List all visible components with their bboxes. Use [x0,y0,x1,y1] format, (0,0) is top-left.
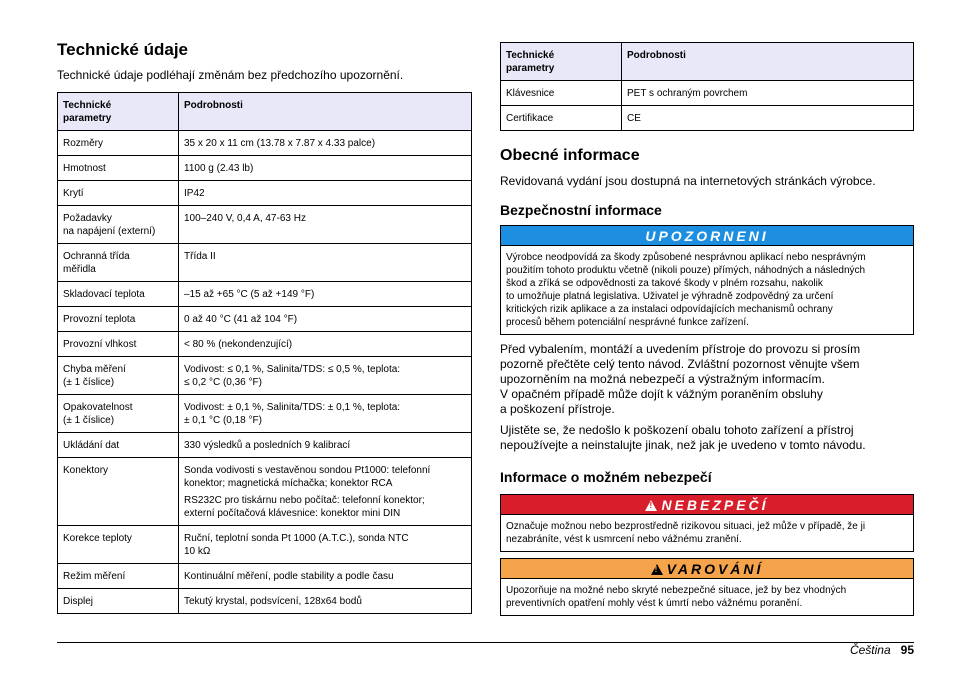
spec-header-param [501,43,622,81]
danger-text [501,515,913,551]
text-line: škod a zříká se odpovědnosti za takové škody v plném rozsahu, nakolik [506,278,823,289]
table-row [58,357,472,395]
spec-table-body [58,131,472,614]
spec-param-text: Požadavky [63,213,112,224]
spec-table-body [501,81,914,131]
text-line: preventivních opatření mohly vést k úmrtí nebo vážnému poranění. [506,598,803,609]
spec-detail-text: 330 výsledků a posledních 9 kalibrací [184,440,351,451]
table-row [58,156,472,181]
safety-paragraph-2 [500,423,914,453]
spec-detail-text: externí počítačová klávesnice: konektor mini DIN [184,508,401,519]
warning-text [501,579,913,615]
right-column [500,42,914,616]
danger-label: NEBEZPEČÍ [661,497,769,513]
spec-param-cell [58,181,179,206]
spec-param-cell [58,458,179,526]
page-footer [850,643,914,657]
spec-param-cell [58,395,179,433]
spec-param-text: Opakovatelnost [63,402,133,413]
table-row [501,106,914,131]
spec-detail-text: 1100 g (2.43 lb) [184,163,254,174]
spec-detail-text: Třída II [184,251,216,262]
spec-detail-cell [179,282,472,307]
spec-param-cell [58,307,179,332]
spec-detail-cell [179,156,472,181]
spec-param-text: Certifikace [506,113,554,124]
spec-detail-text: –15 až +65 °C (5 až +149 °F) [184,289,315,300]
spec-param-text: Provozní teplota [63,314,136,325]
spec-table-right [500,42,914,131]
table-row [58,526,472,564]
spec-detail-text: Vodivost: ≤ 0,1 %, Salinita/TDS: ≤ 0,5 %, teplota: [184,364,401,375]
spec-param-text: Chyba měření [63,364,126,375]
spec-detail-cell [179,458,472,526]
safety-paragraph-1 [500,342,914,417]
spec-detail-cell [179,564,472,589]
text-line: upozorněním na možná nebezpečí a výstražným informacím. [500,372,825,386]
spec-param-text: Skladovací teplota [63,289,145,300]
spec-detail-cell [179,131,472,156]
spec-detail-text: 0 až 40 °C (41 až 104 °F) [184,314,298,325]
spec-detail-cell [179,357,472,395]
spec-param-text: Režim měření [63,571,126,582]
spec-param-cell [58,357,179,395]
table-row [58,131,472,156]
text-line: Ujistěte se, že nedošlo k poškození obalu tohoto zařízení a přístroj [500,423,854,437]
spec-param-text: Provozní vlhkost [63,339,137,350]
spec-param-text: (± 1 číslice) [63,377,115,388]
spec-detail-text: < 80 % (nekondenzující) [184,339,293,350]
text-line: pozorně přečtěte celý tento návod. Zvláštní pozornost věnujte všem [500,357,860,371]
technical-data-intro: Technické údaje podléhají změnám bez předchozího upozornění. [57,68,404,82]
table-row [501,81,914,106]
table-row [58,395,472,433]
safety-info-title: Bezpečnostní informace [500,202,662,218]
spec-param-cell [58,131,179,156]
text-line: to umožňuje platná legislativa. Uživatel je výhradně zodpovědný za určení [506,291,834,302]
spec-param-cell [58,156,179,181]
warning-label: VAROVÁNÍ [666,561,764,577]
spec-table-header-row [58,93,472,131]
spec-param-text: měřidla [63,264,96,275]
spec-param-text: na napájení (externí) [63,226,156,237]
spec-param-text: Klávesnice [506,88,555,99]
text-line: a poškození přístroje. [500,402,615,416]
spec-detail-text: 35 x 20 x 11 cm (13.78 x 7.87 x 4.33 palce) [184,138,376,149]
warning-triangle-icon [651,564,663,575]
spec-detail-cell [179,433,472,458]
footer-language: Čeština [849,643,891,657]
text-line: Označuje možnou nebo bezprostředně rizikovou situaci, jež může v případě, že ji [506,521,866,532]
notice-header: UPOZORNENI [501,226,913,246]
technical-data-title: Technické údaje [57,40,189,59]
spec-param-cell [58,589,179,614]
spec-param-cell [58,564,179,589]
spec-param-text: (± 1 číslice) [63,415,115,426]
danger-header [501,495,913,515]
spec-param-text: Ochranná třída [63,251,130,262]
spec-detail-text: Kontinuální měření, podle stability a podle času [184,571,394,582]
spec-param-cell [58,282,179,307]
spec-param-cell [501,106,622,131]
table-row [58,433,472,458]
spec-detail-cell [179,206,472,244]
spec-detail-cell [179,395,472,433]
spec-detail-text: 100–240 V, 0,4 A, 47-63 Hz [184,213,306,224]
spec-header-detail: Podrobnosti [179,93,472,131]
table-row [58,181,472,206]
spec-param-text: Konektory [63,465,109,476]
table-row [58,206,472,244]
spec-param-cell [58,206,179,244]
hazard-info-title: Informace o možném nebezpečí [500,469,712,485]
spec-param-cell [58,433,179,458]
spec-param-cell [501,81,622,106]
spec-detail-cell [179,244,472,282]
spec-header-param-text: Technické parametry [506,50,555,74]
spec-header-param [58,93,179,131]
spec-header-param-text: Technické parametry [63,100,112,124]
general-info-text: Revidovaná vydání jsou dostupná na internetových stránkách výrobce. [500,174,876,188]
spec-detail-text: PET s ochraným povrchem [627,88,748,99]
spec-param-text: Korekce teploty [63,533,132,544]
warning-triangle-icon [645,500,657,511]
spec-detail-cell [179,181,472,206]
table-row [58,589,472,614]
spec-detail-text: konektor; magnetická míchačka; konektor RCA [184,478,393,489]
table-row [58,332,472,357]
text-line: kritických rizik aplikace a za instalaci odpovídajících mechanismů ochrany [506,304,833,315]
spec-detail-cell [179,307,472,332]
spec-param-cell [58,526,179,564]
spec-detail-text: Ruční, teplotní sonda Pt 1000 (A.T.C.), sonda NTC [184,533,409,544]
left-column [57,40,472,614]
table-row [58,282,472,307]
footer-rule [57,642,914,643]
spec-param-text: Hmotnost [63,163,106,174]
spec-table-header-row [501,43,914,81]
text-line: Upozorňuje na možné nebo skryté nebezpečné situace, jež by bez vhodných [506,585,847,596]
text-line: V opačném případě může dojít k vážným poraněním obsluhy [500,387,823,401]
spec-detail-text: Sonda vodivosti s vestavěnou sondou Pt1000: telefonní [184,465,431,476]
spec-detail-text: ≤ 0,2 °C (0,36 °F) [184,377,262,388]
spec-detail-text: Vodivost: ± 0,1 %, Salinita/TDS: ± 0,1 %, teplota: [184,402,401,413]
text-line: Výrobce neodpovídá za škody způsobené nesprávnou aplikací nebo nesprávným [506,252,866,263]
spec-detail-text: RS232C pro tiskárnu nebo počítač: telefonní konektor; [184,495,425,506]
warning-header [501,559,913,579]
table-row [58,307,472,332]
spec-detail-cell [622,106,914,131]
text-line: Před vybalením, montáží a uvedením přístroje do provozu si prosím [500,342,861,356]
spec-param-cell [58,332,179,357]
spec-detail-cell [179,332,472,357]
spec-header-detail: Podrobnosti [622,43,914,81]
spec-detail-text: ± 0,1 °C (0,18 °F) [184,415,262,426]
text-line: použitím tohoto produktu včetně (nikoli pouze) přímých, náhodných a následných [506,265,866,276]
spec-param-text: Rozměry [63,138,104,149]
spec-param-cell [58,244,179,282]
table-row [58,244,472,282]
spec-detail-text: Tekutý krystal, podsvícení, 128x64 bodů [184,596,362,607]
general-info-title: Obecné informace [500,147,640,164]
spec-detail-text: 10 kΩ [184,546,211,557]
spec-detail-cell [179,526,472,564]
danger-box [500,494,914,552]
spec-detail-text: IP42 [184,188,205,199]
text-line: procesů během potenciální nesprávné funkce zařízení. [506,317,749,328]
notice-box [500,225,914,335]
table-row [58,564,472,589]
spec-detail-cell [622,81,914,106]
spec-detail-cell [179,589,472,614]
spec-table-left [57,92,472,614]
spec-param-text: Ukládání dat [63,440,120,451]
spec-param-text: Krytí [63,188,84,199]
text-line: nezabráníte, vést k usmrcení nebo vážnému zranění. [506,534,742,545]
warning-box [500,558,914,616]
notice-text [501,246,913,334]
table-row [58,458,472,526]
spec-param-text: Displej [63,596,94,607]
spec-detail-text: CE [627,113,641,124]
text-line: nepoužívejte a neinstalujte jinak, než jak je uvedeno v tomto návodu. [500,438,866,452]
page-number: 95 [900,643,914,657]
